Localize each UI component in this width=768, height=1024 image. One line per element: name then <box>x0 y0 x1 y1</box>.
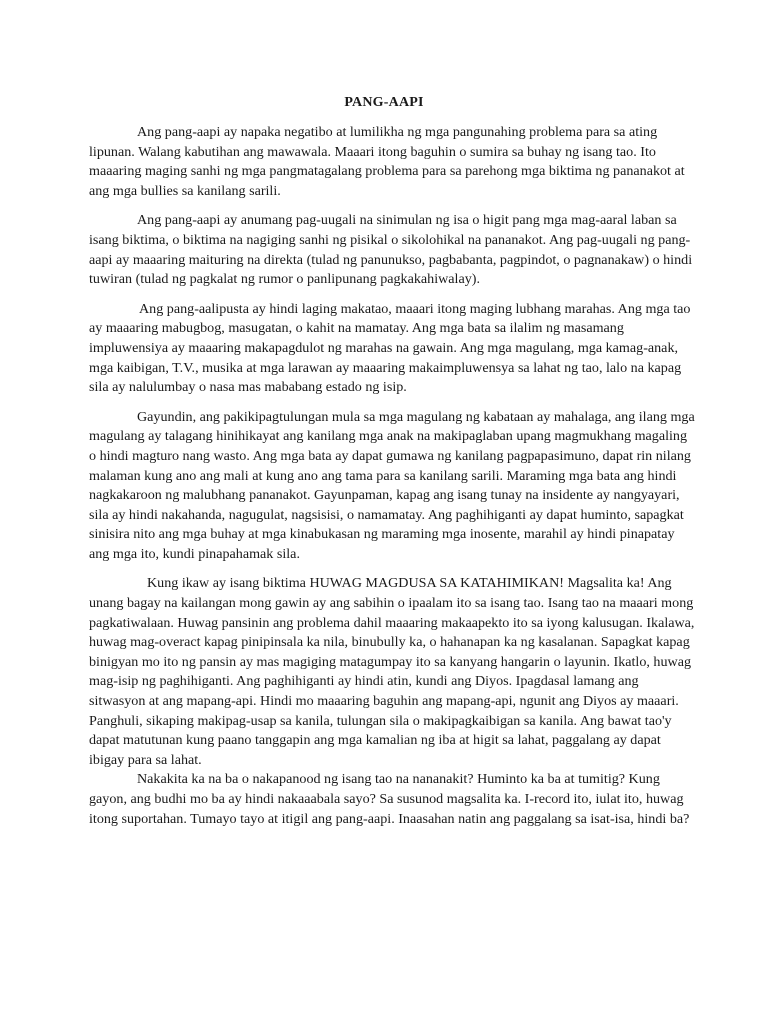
paragraph-6: Nakakita ka na ba o nakapanood ng isang tao na nananakit? Huminto ka ba at tumitig? Kung gayon, ang budhi mo ba ay hindi nakaaabala sayo? Sa susunod magsalita ka. I-record ito, iulat ito, huwag itong suportahan. Tumayo tayo at itigil ang pang-aapi. Inaasahan natin ang paggalang sa isat-isa, hindi ba? <box>89 771 690 827</box>
paragraph-2: Ang pang-aapi ay anumang pag-uugali na sinimulan ng isa o higit pang mga mag-aaral laban sa isang biktima, o biktima na nagiging sanhi ng pisikal o sikolohikal na pananakot. Ang pag-uugali ng pang-aapi ay maaaring maituring na direkta (tulad ng panunukso, pagbabanta, pagpindot, o pagnanakaw) o hindi tuwiran (tulad ng pagkalat ng rumor o panlipunang pagkakahiwalay). <box>89 212 693 288</box>
document-title: PANG-AAPI <box>344 95 424 110</box>
paragraph-1: Ang pang-aapi ay napaka negatibo at lumilikha ng mga pangunahing problema para sa ating lipunan. Walang kabutihan ang mawawala. Maaari itong baguhin o sumira sa buhay ng isang tao. Ito maaaring maging sanhi ng mga pangmatagalang problema para sa parehong mga biktima ng pananakot at ang mga bullies sa kanilang sarili. <box>89 124 685 199</box>
document-body <box>89 123 697 829</box>
paragraph-3: Ang pang-aalipusta ay hindi laging makatao, maaari itong maging lubhang marahas. Ang mga tao ay maaaring mabugbog, masugatan, o kahit na mamatay. Ang mga bata sa ilalim ng masamang impluwensiya ay maaaring makapagdulot ng marahas na gawain. Ang mga magulang, mga kamag-anak, mga kaibigan, T.V., musika at mga larawan ay maaaring makaimpluwensya sa lahat ng tao, lalo na kapag sila ay nalulumbay o nasa mas mababang estado ng isip. <box>89 300 691 396</box>
paragraph-5: Kung ikaw ay isang biktima HUWAG MAGDUSA SA KATAHIMIKAN! Magsalita ka! Ang unang bagay na kailangan mong gawin ay ang sabihin o ipaalam ito sa isang tao. Isang tao na maaari mong pagkatiwalaan. Huwag pansinin ang problema dahil maaaring makaapekto ito sa iyong kalusugan. Ikalawa, huwag mag-overact kapag pinipinsala ka nila, binubully ka, o hahanapan ka ng kasalanan. Sapagkat kapag binigyan mo ito ng pansin ay mas magiging matagumpay ito sa kanyang hangarin o layunin. Ikatlo, huwag mag-isip ng paghihiganti. Ang paghihiganti ay hindi atin, kundi ang Diyos. Ipagdasal lamang ang sitwasyon at ang mapang-api. Hindi mo maaaring baguhin ang mapang-api, ngunit ang Diyos ay maaari. Panghuli, sikaping makipag-usap sa kanila, tulungan sila o makipagkaibigan sa kanila. Ang bawat tao'y dapat matutunan kung paano tanggapin ang mga kamalian ng iba at higit sa lahat, paggalang ay dapat ibigay para sa lahat. <box>89 575 695 768</box>
paragraph-4: Gayundin, ang pakikipagtulungan mula sa mga magulang ng kabataan ay mahalaga, ang ilang mga magulang ay talagang hinihikayat ang kanilang mga anak na makipaglaban upang magmukhang magaling o hindi magturo nang wasto. Ang mga bata ay dapat gumawa ng kanilang pagpapasimuno, dapat rin nilang malaman kung ano ang mali at kung ano ang tama para sa kanilang sarili. Maraming mga bata ang hindi nagkakaroon ng malubhang pananakot. Gayunpaman, kapag ang isang tunay na insidente ay nangyayari, sila ay hindi nakahanda, nagugulat, nagsisisi, o namamatay. Ang paghihiganti ay dapat huminto, sapagkat sinisira nito ang mga buhay at mga kinabukasan ng maraming mga inosente, marahil ay hindi pinapatay ang mga ito, kundi pinapahamak sila. <box>89 408 695 562</box>
